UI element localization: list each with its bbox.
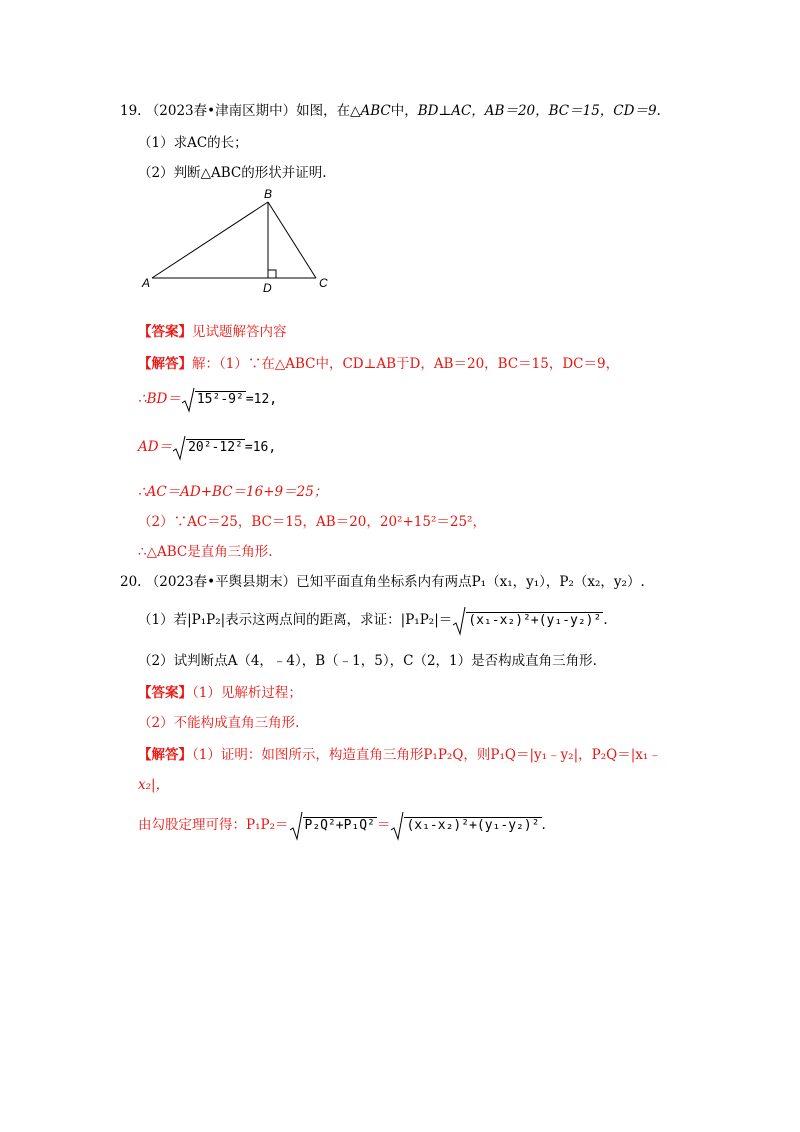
q19-sol-line4: ∴AC＝AD+BC＝16+9＝25； bbox=[138, 484, 328, 500]
ad-result: =16, bbox=[244, 440, 277, 455]
dist-sqrt bbox=[452, 603, 603, 638]
q20-stem bbox=[120, 573, 645, 591]
bd-radicand: 15²-9² bbox=[196, 392, 244, 407]
q20-sol-line3 bbox=[138, 808, 546, 843]
sol-eq: ＝ bbox=[376, 817, 391, 833]
q20-sol-line3-label: 由勾股定理可得：P₁P₂＝ bbox=[138, 817, 289, 833]
sol-sqrt1 bbox=[289, 808, 377, 843]
q20-part1-label: （1）若|P₁P₂|表示这两点间的距离，求证：|P₁P₂|＝ bbox=[138, 612, 453, 628]
label-a: A bbox=[142, 276, 151, 290]
q19-stem-b: 中， bbox=[390, 103, 418, 119]
q19-sol-line6: ∴△ABC是直角三角形. bbox=[138, 544, 273, 560]
triangle-figure bbox=[138, 186, 338, 296]
ad-sqrt bbox=[172, 434, 245, 461]
q19-answer bbox=[138, 323, 287, 341]
bd-result: =12, bbox=[245, 392, 278, 407]
solution-tag: 【解答】 bbox=[138, 747, 192, 763]
q19-source: （2023春•津南区期中） bbox=[145, 103, 297, 119]
q19-number: 19. bbox=[120, 103, 142, 119]
right-angle-mark bbox=[268, 270, 276, 278]
radical-sign-icon bbox=[452, 606, 466, 636]
q20-answer bbox=[138, 684, 302, 702]
q20-sol-line2: x₂|， bbox=[138, 777, 170, 793]
q19-bd-line bbox=[138, 386, 277, 413]
radical-sign-icon bbox=[181, 387, 195, 413]
bd-sqrt bbox=[181, 386, 246, 413]
ad-label: AD＝ bbox=[138, 439, 173, 455]
q19-sol-line5: （2）∵AC＝25，BC＝15，AB＝20，20²+15²＝25²， bbox=[138, 514, 486, 530]
ad-radicand: 20²-12² bbox=[188, 440, 243, 455]
q19-stem bbox=[120, 102, 661, 120]
q20-part2: （2）试判断点A（4，﹣4），B（﹣1，5），C（2，1）是否构成直角三角形. bbox=[138, 653, 597, 669]
answer-tag: 【答案】 bbox=[138, 685, 192, 701]
radical-sign-icon bbox=[390, 811, 404, 841]
radical-sign-icon bbox=[289, 811, 303, 841]
q19-sol-line1-text: 解：（1）∵在△ABC中，CD⊥AB于D，AB＝20，BC＝15，DC＝9， bbox=[192, 356, 620, 372]
answer-tag: 【答案】 bbox=[138, 324, 192, 340]
q20-part1 bbox=[138, 603, 608, 638]
q20-answer2: （2）不能构成直角三角形. bbox=[138, 715, 300, 731]
label-d: D bbox=[263, 281, 272, 295]
q19-stem-abc: ABC bbox=[360, 103, 391, 119]
q19-stem-a: 如图，在△ bbox=[296, 103, 361, 119]
q19-part1: （1）求AC的长； bbox=[138, 135, 248, 151]
segment-ab bbox=[152, 202, 268, 278]
bd-label: ∴BD＝ bbox=[138, 391, 181, 407]
q20-part1-end: . bbox=[603, 612, 608, 628]
radical-sign-icon bbox=[172, 435, 186, 461]
sol-radicand2: (x₁-x₂)²+(y₁-y₂)² bbox=[406, 818, 540, 833]
sol-radicand1: P₂Q²+P₁Q² bbox=[304, 818, 375, 833]
sol-end: . bbox=[541, 817, 546, 833]
q20-solution-line1 bbox=[138, 746, 662, 764]
q19-solution-line1 bbox=[138, 355, 619, 373]
q20-answer1: （1）见解析过程； bbox=[192, 685, 302, 701]
q20-sol-line1-text: （1）证明：如图所示，构造直角三角形P₁P₂Q，则P₁Q＝|y₁﹣y₂|，P₂Q＝|x₁﹣ bbox=[192, 747, 662, 763]
solution-tag: 【解答】 bbox=[138, 356, 192, 372]
dist-radicand: (x₁-x₂)²+(y₁-y₂)² bbox=[468, 613, 602, 628]
sol-sqrt2 bbox=[390, 808, 541, 843]
q20-number: 20. bbox=[120, 574, 142, 590]
label-c: C bbox=[319, 276, 328, 290]
q19-ad-line bbox=[138, 434, 276, 461]
q19-part2: （2）判断△ABC的形状并证明. bbox=[138, 165, 327, 181]
answer-text: 见试题解答内容 bbox=[192, 324, 287, 340]
segment-bc bbox=[268, 202, 316, 278]
label-b: B bbox=[264, 187, 273, 201]
q20-stem-text: （2023春•平舆县期末）已知平面直角坐标系内有两点P₁（x₁，y₁），P₂（x₂，y₂）. bbox=[145, 574, 645, 590]
q19-stem-cond: BD⊥AC，AB＝20，BC＝15，CD＝9. bbox=[417, 103, 661, 119]
